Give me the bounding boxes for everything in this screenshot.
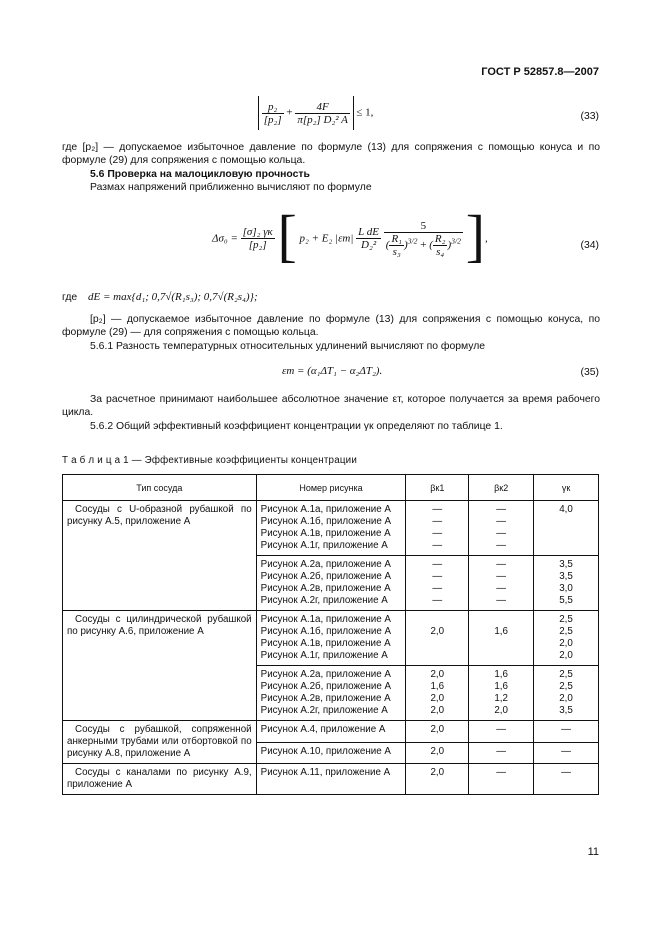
paragraph-p2-definition-2: [p₂] — допускаемое избыточное давление по формуле (13) для сопряжения с помощью конуса, по формуле (29) — для сопряжения с помощью кольца.	[62, 314, 600, 339]
gamma-k-cell-line: 2,0	[559, 650, 573, 661]
gamma-k-cell-line: 4,0	[559, 504, 573, 515]
eq33-number: (33)	[580, 111, 599, 122]
beta-k2-cell-line: 2,0	[494, 705, 508, 716]
gamma-k-cell-line: —	[561, 724, 571, 735]
beta-k2-cell-line: —	[496, 504, 507, 515]
beta-k2-cell	[469, 556, 534, 611]
figure-cell	[256, 721, 406, 743]
vessel-type-cell: Сосуды с U-образной рубашкой по рисунку А.5, приложение А	[63, 501, 257, 611]
beta-k1-cell	[406, 556, 469, 611]
eq34-term-a: p₂ + E₂ |εт|	[299, 232, 354, 245]
figure-cell-line: Рисунок А.2г, приложение А	[260, 705, 388, 716]
eq33-term1-den: [p₂]	[263, 113, 282, 126]
beta-k2-cell-line: —	[496, 583, 507, 594]
figure-cell-line: Рисунок А.4, приложение А	[260, 724, 386, 735]
beta-k1-cell	[406, 721, 469, 743]
beta-k2-cell-line: —	[496, 540, 507, 551]
beta-k2-cell-line: —	[496, 595, 507, 606]
eq34-frac2	[384, 220, 463, 258]
section-5-6-intro: Размах напряжений приближенно вычисляют по формуле	[90, 182, 372, 193]
beta-k1-cell-line: 2,0	[430, 767, 445, 778]
beta-k1-cell-line	[410, 614, 464, 626]
gamma-k-cell-line: 3,5	[559, 705, 573, 716]
table-row	[63, 611, 599, 666]
beta-k1-cell-line: —	[432, 583, 443, 594]
de-definition: dE = max{d₁; 0,7√(R₁s₃); 0,7√(R₂s₄)};	[88, 291, 258, 303]
header-vessel-type: Тип сосуда	[63, 475, 257, 501]
beta-k2-cell-line: —	[496, 516, 507, 527]
beta-k2-cell-line: —	[496, 767, 507, 778]
eq33-plus: +	[286, 106, 293, 119]
beta-k1-cell-line: —	[432, 516, 443, 527]
figure-cell	[256, 764, 406, 795]
section-5-6-title: 5.6 Проверка на малоцикловую прочность	[90, 169, 310, 180]
figure-cell-line: Рисунок А.1б, приложение А	[260, 516, 392, 527]
page-number: 11	[587, 846, 599, 858]
beta-k2-cell-line: —	[496, 745, 507, 757]
beta-k1-cell-line: —	[432, 504, 443, 515]
eq34-coef	[241, 226, 275, 251]
beta-k2-cell-line: —	[496, 724, 507, 735]
figure-cell-line: Рисунок А.1б, приложение А	[260, 626, 392, 637]
eq34-right-bracket: ]	[465, 203, 486, 268]
gamma-k-cell	[534, 556, 599, 611]
eq34-tail: ,	[485, 232, 488, 245]
beta-k1-cell-line: 2,0	[430, 693, 445, 704]
paragraph-max-strain: За расчетное принимают наибольшее абсолютное значение εт, которое получается за время рабочего цикла.	[62, 394, 600, 419]
table-caption: Т а б л и ц а 1 — Эффективные коэффициенты концентрации	[62, 455, 358, 466]
figure-cell-line: Рисунок А.1г, приложение А	[260, 540, 388, 551]
eq33-term1	[262, 101, 284, 126]
eq34-frac2-num: 5	[384, 220, 463, 233]
gamma-k-cell	[534, 721, 599, 743]
eq34-exp-b: 3/2	[451, 235, 461, 245]
eq34-ra-num: R₁	[391, 232, 402, 245]
beta-k1-cell-line: —	[432, 540, 443, 551]
beta-k1-cell-line: 2,0	[430, 745, 445, 757]
eq34-exp-a: 3/2	[407, 235, 418, 245]
figure-cell	[256, 501, 406, 556]
beta-k2-cell-line: —	[496, 559, 507, 570]
gamma-k-cell-line: 2,5	[559, 614, 573, 625]
concentration-table	[62, 474, 599, 795]
beta-k2-cell	[469, 721, 534, 743]
gamma-k-cell-line: 2,5	[559, 669, 573, 680]
figure-cell-line: Рисунок А.2в, приложение А	[260, 693, 391, 704]
header-gamma-k: γк	[534, 475, 599, 501]
beta-k1-cell-line: 2,0	[430, 705, 445, 716]
beta-k2-cell	[469, 611, 534, 666]
gamma-k-cell-line: 3,5	[559, 559, 573, 570]
figure-cell	[256, 611, 406, 666]
beta-k1-cell	[406, 611, 469, 666]
figure-cell-line: Рисунок А.2в, приложение А	[260, 583, 391, 594]
figure-cell-line: Рисунок А.11, приложение А	[260, 767, 391, 778]
eq34-lhs: Δσ₀ =	[212, 232, 238, 245]
figure-cell-line: Рисунок А.2б, приложение А	[260, 681, 392, 692]
eq34-number: (34)	[580, 240, 599, 251]
vessel-type-cell: Сосуды с цилиндрической рубашкой по рисунку А.6, приложение А	[63, 611, 257, 721]
eq33-term2	[295, 101, 349, 126]
header-beta-k2: βк2	[469, 475, 534, 501]
eq34-frac1-num: L dE	[358, 226, 380, 238]
gamma-k-cell	[534, 501, 599, 556]
beta-k2-cell-line: 1,2	[494, 693, 508, 704]
figure-cell-line: Рисунок А.2а, приложение А	[260, 559, 391, 570]
figure-cell-line: Рисунок А.2б, приложение А	[260, 571, 392, 582]
eq34-frac1-den: D₂²	[361, 239, 377, 251]
figure-cell-line: Рисунок А.10, приложение А	[260, 745, 391, 757]
equation-33	[258, 96, 373, 130]
standard-header: ГОСТ Р 52857.8—2007	[481, 66, 599, 78]
gamma-k-cell-line: —	[561, 745, 571, 757]
beta-k1-cell-line: 2,0	[430, 724, 445, 735]
table-row	[63, 501, 599, 556]
beta-k2-cell	[469, 742, 534, 764]
beta-k2-cell-line	[473, 614, 529, 626]
figure-cell-line: Рисунок А.1а, приложение А	[260, 614, 391, 625]
eq35-number: (35)	[580, 367, 599, 378]
equation-34	[212, 203, 488, 269]
eq33-relation: ≤ 1,	[356, 106, 374, 119]
beta-k1-cell	[406, 666, 469, 721]
beta-k1-cell-line: —	[432, 528, 443, 539]
eq33-term2-den: π[p₂] D₂² A	[297, 113, 348, 126]
eq33-term2-num: 4F	[295, 101, 349, 114]
beta-k2-cell-line: 1,6	[494, 626, 508, 637]
eq34-frac1	[356, 226, 381, 251]
beta-k1-cell-line: —	[432, 571, 443, 582]
eq34-rb-den: s₄	[436, 245, 445, 258]
beta-k2-cell	[469, 764, 534, 795]
table-header-row	[63, 475, 599, 501]
gamma-k-cell-line: 2,0	[559, 693, 573, 704]
paragraph-p2-definition: где [p₂] — допускаемое избыточное давление по формуле (13) для сопряжения с помощью конуса и по формуле (29) для сопряжения с помощью кольца.	[62, 142, 600, 167]
gamma-k-cell	[534, 666, 599, 721]
gamma-k-cell-line: 2,0	[559, 638, 573, 649]
gamma-k-cell	[534, 742, 599, 764]
gamma-k-cell-line: 2,5	[559, 681, 573, 692]
beta-k2-cell-line: —	[496, 571, 507, 582]
eq33-term1-num: p₂	[262, 101, 284, 114]
beta-k1-cell	[406, 501, 469, 556]
eq34-ra-den: s₃	[392, 245, 401, 258]
figure-cell-line: Рисунок А.1в, приложение А	[260, 528, 391, 539]
figure-cell-line: Рисунок А.2а, приложение А	[260, 669, 391, 680]
figure-cell	[256, 742, 406, 764]
beta-k1-cell	[406, 764, 469, 795]
vessel-type-cell: Сосуды с рубашкой, сопряженной анкерными трубами или отбортовкой по рисунку А.8, приложение А	[63, 721, 257, 764]
vessel-type-cell: Сосуды с каналами по рисунку А.9, приложение А	[63, 764, 257, 795]
figure-cell	[256, 666, 406, 721]
beta-k1-cell-line: —	[432, 559, 443, 570]
eq34-frac2-den: ( $\frac{\text{R₁}}{\text{s₃}}$ )$^{3/2}$ + ( $\frac{\text{R₂}}{\text{s₄}}$ )$^{3/2}$	[385, 232, 461, 258]
beta-k1-cell-line: 1,6	[430, 681, 445, 692]
beta-k2-cell-line: 1,6	[494, 681, 508, 692]
figure-cell-line: Рисунок А.1а, приложение А	[260, 504, 391, 515]
beta-k2-cell	[469, 666, 534, 721]
beta-k2-cell-line: 1,6	[494, 669, 508, 680]
table-row	[63, 764, 599, 795]
gamma-k-cell-line: 5,5	[559, 595, 573, 606]
gamma-k-cell	[534, 764, 599, 795]
section-5-6-2: 5.6.2 Общий эффективный коэффициент концентрации γк определяют по таблице 1.	[90, 421, 503, 432]
equation-35: εт = (α₁ΔT₁ − α₂ΔT₂).	[282, 365, 383, 377]
beta-k1-cell-line: —	[432, 595, 443, 606]
eq34-left-bracket: [	[277, 203, 297, 268]
beta-k1-cell-line: 2,0	[430, 669, 445, 680]
eq34-coef-den: [p₂]	[248, 239, 267, 251]
gamma-k-cell-line: 3,5	[559, 571, 573, 582]
gamma-k-cell-line: 3,0	[559, 583, 573, 594]
figure-cell-line: Рисунок А.2г, приложение А	[260, 595, 388, 606]
where-label: где	[62, 292, 78, 303]
figure-cell-line: Рисунок А.1г, приложение А	[260, 650, 388, 661]
header-figure-number: Номер рисунка	[256, 475, 406, 501]
section-5-6-1: 5.6.1 Разность температурных относительных удлинений вычисляют по формуле	[90, 341, 486, 352]
beta-k1-cell	[406, 742, 469, 764]
header-beta-k1: βк1	[406, 475, 469, 501]
beta-k2-cell-line: —	[496, 528, 507, 539]
gamma-k-cell-line: 2,5	[559, 626, 573, 637]
eq34-plus: +	[420, 238, 427, 251]
figure-cell	[256, 556, 406, 611]
eq34-coef-num: [σ]₂ γк	[242, 226, 273, 238]
table-row	[63, 721, 599, 743]
gamma-k-cell	[534, 611, 599, 666]
beta-k1-cell-line: 2,0	[430, 626, 445, 637]
figure-cell-line: Рисунок А.1в, приложение А	[260, 638, 391, 649]
gamma-k-cell-line: —	[561, 767, 571, 778]
beta-k2-cell	[469, 501, 534, 556]
eq34-rb-num: R₂	[434, 232, 446, 245]
